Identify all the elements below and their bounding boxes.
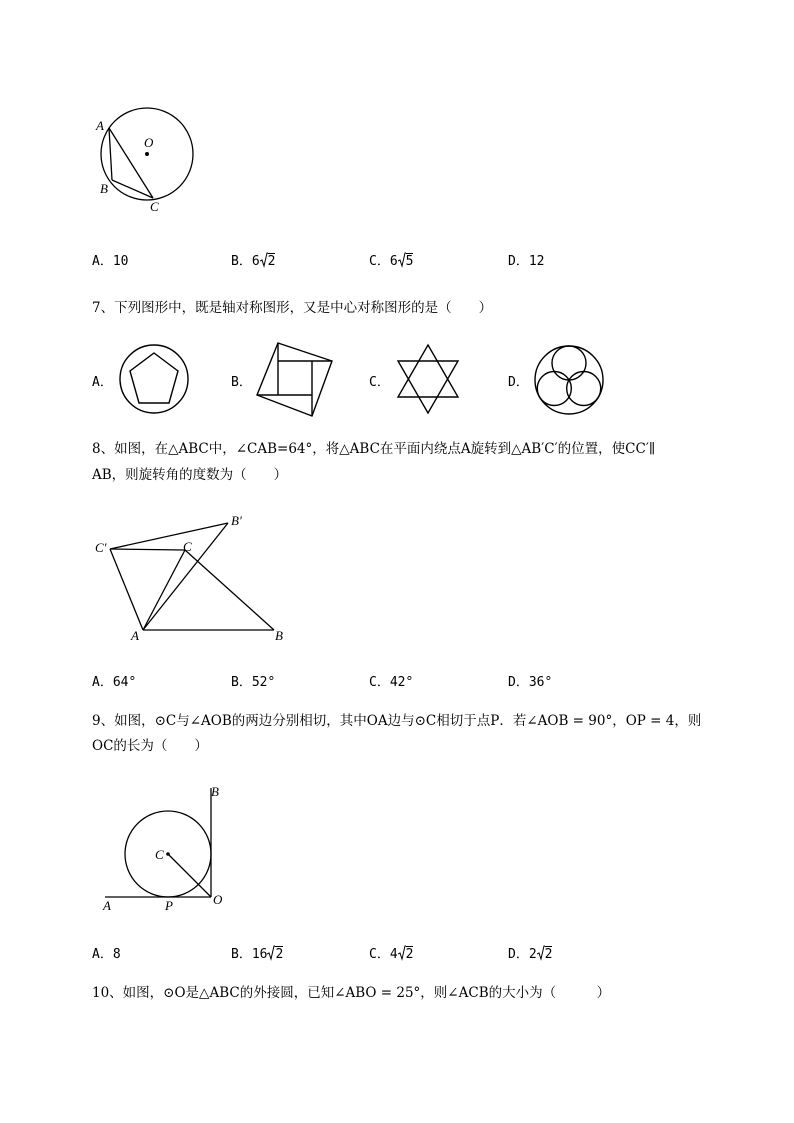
q9-option-c-prefix: 4 <box>389 947 398 962</box>
q7-stem: 7、下列图形中，既是轴对称图形，又是中心对称图形的是（ ） <box>92 300 493 316</box>
q8-figure <box>90 508 300 648</box>
q8-option-d[interactable] <box>508 671 552 690</box>
q9-option-d-letter: D． <box>508 947 529 962</box>
q9-stem-line1: 9、如图，⊙C与∠AOB的两边分别相切，其中OA边与⊙C相切于点P．若∠AOB = 90°，OP = 4，则 <box>92 713 702 729</box>
q8-option-d-letter: D． <box>508 675 529 690</box>
q6-center-dot <box>145 152 149 156</box>
q6-option-c-prefix: 6 <box>389 254 398 269</box>
q9-label-b: B <box>211 784 219 799</box>
q9-option-c-radicand: 2 <box>405 947 414 962</box>
q9-option-a[interactable] <box>92 943 121 962</box>
q8-option-a[interactable] <box>92 671 136 690</box>
q6-option-b[interactable] <box>231 250 275 269</box>
q9-option-c-letter: C． <box>369 947 390 962</box>
q7-option-d-figure[interactable] <box>532 343 606 417</box>
sqrt-icon <box>537 945 545 961</box>
q7-option-d-letter[interactable]: D． <box>508 375 529 390</box>
q6-label-c: C <box>150 199 159 214</box>
q6-option-d-letter: D． <box>508 254 529 269</box>
q8-stem-line2: AB，则旋转角的度数为（ ） <box>92 467 288 483</box>
q6-option-a-letter: A． <box>92 254 113 269</box>
q9-option-b-letter: B． <box>231 947 252 962</box>
q9-option-b-prefix: 16 <box>251 947 268 962</box>
q8-option-b[interactable] <box>231 671 275 690</box>
q7-option-b-letter[interactable]: B． <box>231 375 252 390</box>
q9-option-b-radicand: 2 <box>275 947 284 962</box>
q8-option-b-value: 52° <box>251 675 276 690</box>
q9-label-p: P <box>165 898 173 913</box>
q9-option-d[interactable] <box>508 943 552 962</box>
q8-label-b1: B′ <box>231 513 242 528</box>
q8-option-d-value: 36° <box>528 675 553 690</box>
q8-label-c1: C′ <box>95 540 107 555</box>
q7-option-b-figure[interactable] <box>254 340 334 420</box>
q8-label-b: B <box>275 628 283 643</box>
q9-label-a: A <box>103 898 111 913</box>
sqrt-icon <box>398 945 406 961</box>
q9-option-a-letter: A． <box>92 947 113 962</box>
q6-option-d[interactable] <box>508 250 544 269</box>
q8-option-c[interactable] <box>369 671 413 690</box>
q9-label-o: O <box>213 892 223 907</box>
q9-option-d-prefix: 2 <box>528 947 537 962</box>
q8-option-b-letter: B． <box>231 675 252 690</box>
q8-option-a-value: 64° <box>112 675 137 690</box>
q8-stem-line1: 8、如图，在△ABC中，∠CAB=64°，将△ABC在平面内绕点A旋转到△AB′C′的位置，使CC′∥ <box>92 441 656 457</box>
q8-label-c: C <box>183 539 192 554</box>
q8-label-a: A <box>131 628 139 643</box>
q6-label-b: B <box>100 181 108 196</box>
q6-option-a[interactable] <box>92 250 128 269</box>
q6-option-b-radicand: 2 <box>267 254 276 269</box>
q9-option-b[interactable] <box>231 943 283 962</box>
q6-option-c[interactable] <box>369 250 413 269</box>
q8-option-c-letter: C． <box>369 675 390 690</box>
q6-option-c-radicand: 5 <box>405 254 414 269</box>
q7-option-c-letter[interactable]: C． <box>369 375 390 390</box>
q6-line-ab <box>109 128 112 180</box>
sqrt-icon <box>260 252 268 268</box>
q9-label-c: C <box>155 847 164 862</box>
q8-option-a-letter: A． <box>92 675 113 690</box>
sqrt-icon <box>398 252 406 268</box>
q9-figure <box>95 780 235 915</box>
q7-option-a-figure[interactable] <box>117 343 191 415</box>
q9-option-c[interactable] <box>369 943 413 962</box>
q6-label-o: O <box>144 135 154 150</box>
q9-stem-line2: OC的长为（ ） <box>92 738 208 754</box>
q7-option-c-figure[interactable] <box>393 343 463 415</box>
q6-option-b-prefix: 6 <box>251 254 260 269</box>
q6-option-d-value: 12 <box>528 254 545 269</box>
q6-option-b-letter: B． <box>231 254 252 269</box>
q10-stem: 10、如图，⊙O是△ABC的外接圆，已知∠ABO = 25°，则∠ACB的大小为（ ） <box>92 985 611 1001</box>
q9-option-d-radicand: 2 <box>544 947 553 962</box>
q7-option-a-letter[interactable]: A． <box>92 375 113 390</box>
q6-option-a-value: 10 <box>112 254 129 269</box>
q6-label-a: A <box>96 118 104 133</box>
q8-option-c-value: 42° <box>389 675 414 690</box>
q9-option-a-value: 8 <box>112 947 121 962</box>
q6-option-c-letter: C． <box>369 254 390 269</box>
q6-figure <box>90 100 210 220</box>
